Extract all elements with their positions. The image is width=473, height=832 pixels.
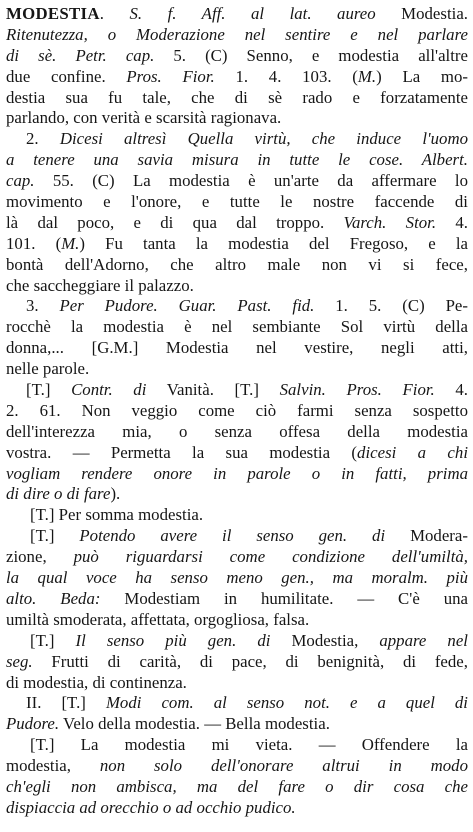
entry-line [6, 631, 468, 652]
text-segment: nelle parole. [6, 359, 90, 379]
entry-line [6, 4, 468, 25]
entry-line [6, 359, 468, 380]
italic-text: M. [357, 66, 377, 86]
italic-text: S. f. Aff. al lat. aureo [129, 4, 376, 23]
text-segment: là dal poco, e di qua dal troppo. [6, 212, 344, 232]
dictionary-entry-modestia [6, 4, 468, 819]
text-segment: rocchè la modestia è nel sembiante Sol virtù della [6, 317, 468, 337]
text-segment: Modestia, [270, 630, 380, 650]
text-segment: 101. ( [6, 233, 62, 253]
entry-line [6, 714, 468, 735]
entry-line [6, 276, 468, 297]
text-segment: 1. 5. (C) Pe- [314, 296, 468, 316]
entry-line [6, 484, 468, 505]
text-segment: destia sua fu tale, che di sè rado e forzatamente [6, 87, 468, 107]
italic-text: vogliam rendere onore in parole o in fatti, prima [6, 463, 468, 483]
text-segment: ) La mo- [376, 66, 468, 86]
text-segment: parlando, con verità e scarsità ragionava. [6, 108, 282, 128]
entry-line [6, 589, 468, 610]
text-segment: bontà dell'Adorno, che altro male non vi si fece, [6, 254, 468, 274]
entry-line [6, 798, 468, 819]
entry-line [6, 129, 468, 150]
entry-line [6, 88, 468, 109]
text-segment: due confine. [6, 66, 127, 86]
italic-text: Ritenutezza, o Moderazione nel sentire e nel parlare [6, 24, 468, 44]
text-segment: 2. [26, 129, 60, 149]
text-segment: [T.] [30, 526, 80, 546]
italic-text: Potendo avere il senso gen. di [79, 526, 386, 546]
entry-line [6, 150, 468, 171]
text-segment: 55. (C) La modestia è un'arte da affermare lo [34, 171, 468, 191]
entry-line [6, 443, 468, 464]
entry-line [6, 46, 468, 67]
entry-line [6, 192, 468, 213]
text-segment: Modera- [385, 526, 468, 546]
italic-text: cap. [6, 171, 35, 191]
entry-line [6, 67, 468, 88]
italic-text: Modi com. al senso not. e a quel di [105, 693, 468, 713]
entry-line [6, 401, 468, 422]
entry-line [6, 652, 468, 673]
entry-line [6, 568, 468, 589]
text-segment: zione, [6, 547, 74, 567]
text-segment: dell'interezza mia, o senza offesa della modestia [6, 421, 468, 441]
text-segment: II. [T.] [26, 693, 106, 713]
text-segment: 1. 4. 103. ( [214, 66, 358, 86]
entry-line [6, 693, 468, 714]
italic-text: la qual voce ha senso meno gen., ma moralm. più [6, 568, 468, 588]
italic-text: appare nel [379, 630, 468, 650]
italic-text: può riguardarsi come condizione dell'umiltà, [73, 547, 468, 567]
entry-line [6, 526, 468, 547]
text-segment: . [99, 4, 130, 23]
italic-text: Il senso più gen. di [75, 630, 271, 650]
text-segment: 2. 61. Non veggio come ciò farmi senza sospetto [6, 400, 468, 420]
text-segment: 3. [26, 296, 60, 316]
entry-line [6, 108, 468, 129]
text-segment: [T.] La modestia mi vieta. — Offendere la [30, 735, 468, 755]
italic-text: dicesi a chi [357, 442, 468, 462]
text-segment: [T.] [26, 380, 72, 400]
text-segment: ). [110, 484, 121, 504]
italic-text: seg. [6, 651, 33, 671]
entry-line [6, 338, 468, 359]
italic-text: Contr. di [71, 380, 147, 400]
text-segment: vostra. — Permetta la sua modestia ( [6, 442, 358, 462]
text-segment: 4. [436, 212, 468, 232]
italic-text: a tenere una savia misura in tutte le cose. Albert. [6, 150, 468, 170]
italic-text: Per Pudore. Guar. Past. fid. [59, 296, 315, 316]
italic-text: non solo dell'onorare altrui in modo [99, 756, 468, 776]
text-segment: Vanità. [T.] [146, 380, 280, 400]
italic-text: Pros. Fior. [126, 66, 215, 86]
italic-text: di dire o di fare [6, 484, 111, 504]
text-segment: Velo della modestia. — Bella modestia. [59, 714, 330, 734]
entry-line [6, 213, 468, 234]
entry-line [6, 735, 468, 756]
text-segment: [T.] [30, 630, 76, 650]
entry-line [6, 464, 468, 485]
text-segment: donna,... [G.M.] Modestia nel vestire, negli atti, [6, 338, 468, 358]
entry-line [6, 255, 468, 276]
text-segment: [T.] Per somma modestia. [30, 505, 204, 525]
text-segment: modestia, [6, 756, 100, 776]
entry-line [6, 505, 468, 526]
italic-text: dispiaccia ad orecchio o ad occhio pudico. [6, 797, 296, 817]
entry-line [6, 777, 468, 798]
text-segment: ) Fu tanta la modestia del Fregoso, e la [79, 233, 468, 253]
text-segment: 4. [434, 380, 469, 400]
italic-text: di sè. Petr. cap. [6, 45, 155, 65]
entry-line [6, 547, 468, 568]
entry-line [6, 296, 468, 317]
italic-text: Pudore. [6, 714, 60, 734]
entry-line [6, 171, 468, 192]
text-segment: movimento e l'onore, e tutte le nostre faccende di [6, 192, 468, 212]
italic-text: alto. Beda: [6, 588, 101, 608]
entry-line [6, 317, 468, 338]
headword: MODESTIA [6, 4, 100, 23]
text-segment: 5. (C) Senno, e modestia all'altre [154, 45, 468, 65]
entry-line [6, 422, 468, 443]
entry-line [6, 25, 468, 46]
entry-line [6, 610, 468, 631]
italic-text: Salvin. Pros. Fior. [279, 380, 435, 400]
text-segment: Modestia. [375, 4, 469, 23]
entry-line [6, 380, 468, 401]
italic-text: Dicesi altresì Quella virtù, che induce l'uomo [59, 129, 468, 149]
entry-line [6, 673, 468, 694]
text-segment: Frutti di carità, di pace, di benignità, di fede, [32, 651, 468, 671]
entry-line [6, 756, 468, 777]
italic-text: M. [61, 233, 80, 253]
italic-text: Varch. Stor. [343, 212, 437, 232]
entry-line [6, 234, 468, 255]
text-segment: umiltà smoderata, affettata, orgogliosa, falsa. [6, 609, 310, 629]
italic-text: ch'egli non ambisca, ma del fare o dir cosa che [6, 776, 468, 796]
text-segment: che saccheggiare il palazzo. [6, 275, 194, 295]
text-segment: di modestia, di continenza. [6, 672, 187, 692]
text-segment: Modestiam in humilitate. — C'è una [100, 588, 468, 608]
